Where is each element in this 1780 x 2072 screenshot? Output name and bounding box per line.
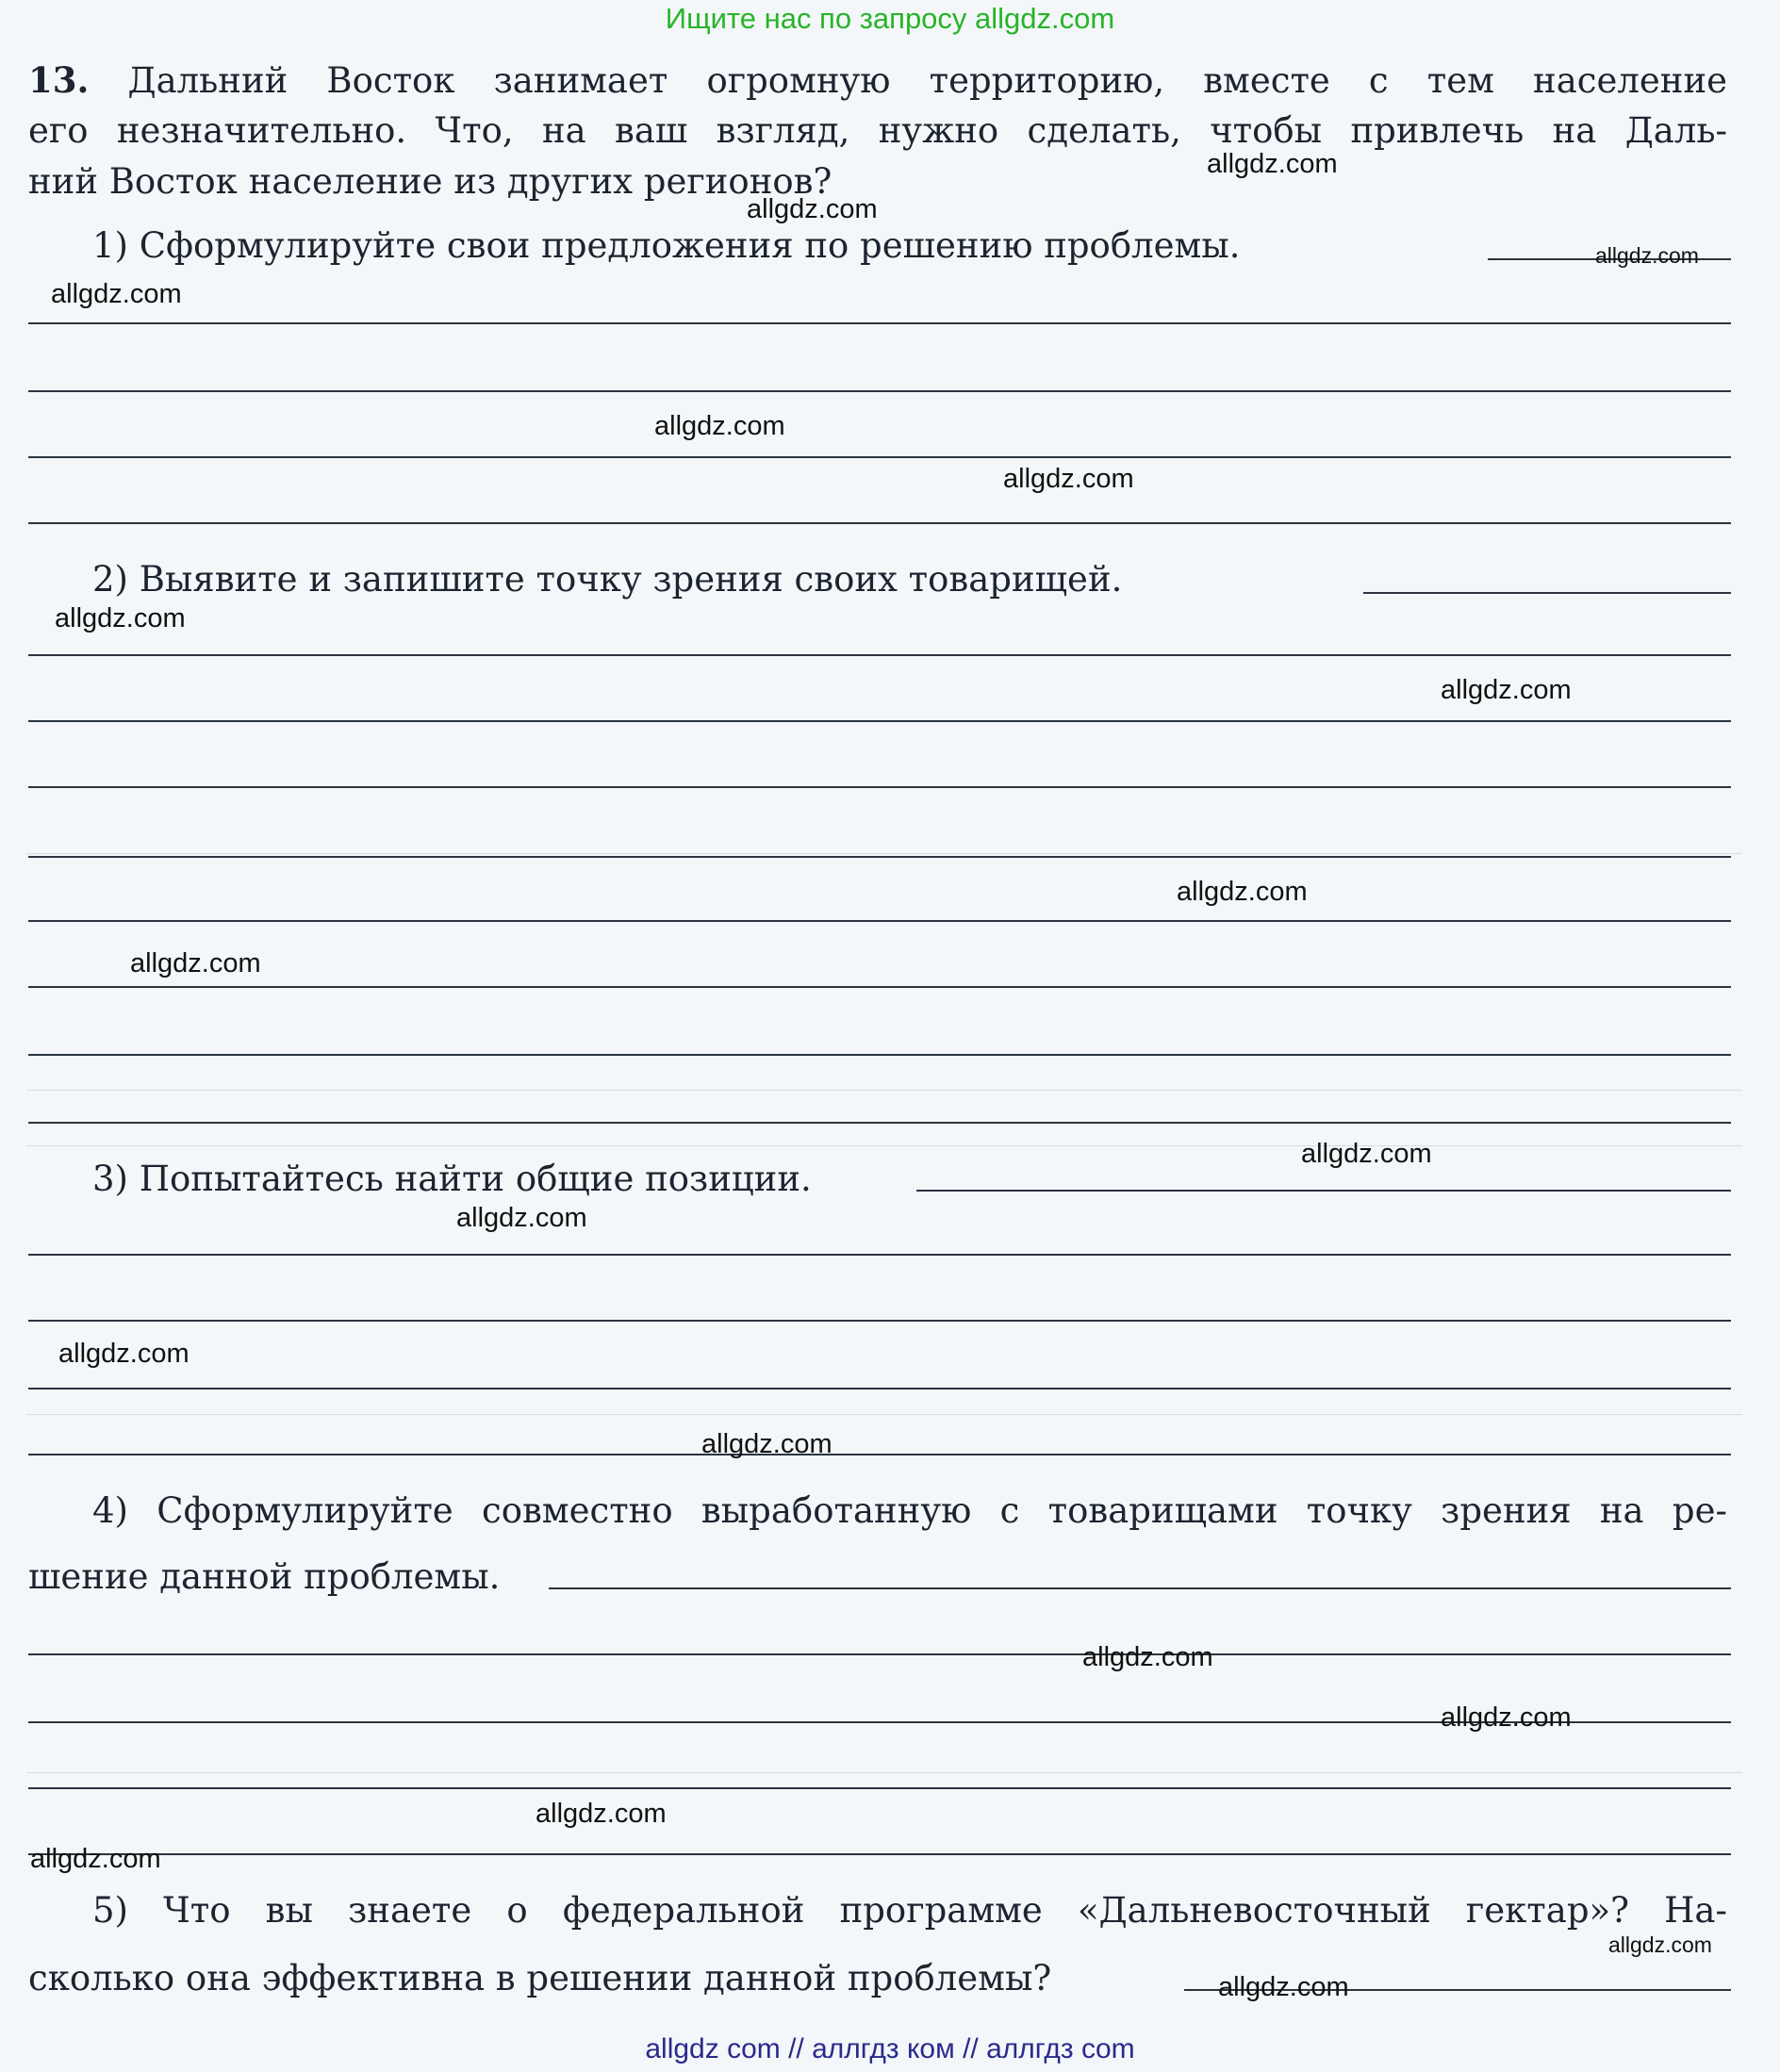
answer-line[interactable] — [28, 390, 1731, 392]
watermark: allgdz.com — [1441, 1702, 1572, 1733]
question-5-line-2: сколько она эффективна в решении данной проблемы? — [28, 1958, 1052, 1998]
task-intro-line-3: ний Восток население из других регионов? — [28, 161, 832, 202]
question-3: 3) Попытайтесь найти общие позиции. — [92, 1159, 812, 1199]
answer-line[interactable] — [28, 786, 1731, 788]
answer-line[interactable] — [549, 1587, 1731, 1589]
answer-line[interactable] — [28, 856, 1731, 858]
answer-line[interactable] — [28, 322, 1731, 324]
watermark: allgdz.com — [1207, 149, 1338, 179]
answer-line[interactable] — [916, 1190, 1731, 1192]
watermark: allgdz.com — [654, 411, 785, 441]
answer-line[interactable] — [28, 720, 1731, 722]
question-2: 2) Выявите и запишите точку зрения своих товарищей. — [92, 559, 1123, 600]
answer-line[interactable] — [28, 1320, 1731, 1322]
watermark: allgdz.com — [30, 1844, 161, 1874]
answer-line[interactable] — [28, 1787, 1731, 1789]
watermark: allgdz.com — [1082, 1642, 1213, 1672]
answer-line[interactable] — [28, 1653, 1731, 1655]
answer-line[interactable] — [28, 456, 1731, 458]
watermark: allgdz.com — [130, 948, 261, 978]
watermark: allgdz.com — [58, 1339, 190, 1369]
watermark: allgdz.com — [51, 279, 182, 309]
watermark: allgdz.com — [701, 1429, 832, 1459]
watermark: allgdz.com — [1218, 1972, 1349, 2002]
answer-line[interactable] — [28, 1388, 1731, 1390]
answer-line[interactable] — [28, 920, 1731, 922]
watermark: allgdz.com — [747, 194, 878, 224]
watermark: allgdz.com — [456, 1203, 587, 1233]
watermark: allgdz.com — [55, 603, 186, 633]
search-banner[interactable]: Ищите нас по запросу allgdz.com — [665, 2, 1115, 35]
task-intro-line-2: его незначительно. Что, на ваш взгляд, нужно сделать, чтобы привлечь на Даль- — [28, 110, 1727, 151]
watermark: allgdz.com — [1595, 243, 1699, 268]
answer-line[interactable] — [28, 654, 1731, 656]
answer-line[interactable] — [28, 1454, 1731, 1455]
task-intro-line-1: 13. Дальний Восток занимает огромную территорию, вместе с тем население — [28, 59, 1727, 101]
watermark: allgdz.com — [1177, 877, 1308, 907]
footer-links[interactable]: allgdz com // аллгдз ком // аллгдз com — [645, 2033, 1135, 2064]
question-4-line-1: 4) Сформулируйте совместно выработанную с товарищами точку зрения на ре- — [92, 1490, 1727, 1531]
answer-line[interactable] — [28, 986, 1731, 988]
answer-line[interactable] — [28, 1122, 1731, 1124]
question-5-line-1: 5) Что вы знаете о федеральной программе «Дальневосточный гектар»? На- — [92, 1890, 1727, 1931]
answer-line[interactable] — [1363, 592, 1731, 594]
question-1: 1) Сформулируйте свои предложения по решению проблемы. — [92, 225, 1241, 266]
watermark: allgdz.com — [1608, 1932, 1712, 1957]
watermark: allgdz.com — [1441, 675, 1572, 705]
answer-line[interactable] — [28, 1254, 1731, 1256]
watermark: allgdz.com — [1301, 1139, 1432, 1169]
task-number: 13. — [28, 59, 90, 101]
answer-line[interactable] — [28, 522, 1731, 524]
question-4-line-2: шение данной проблемы. — [28, 1556, 501, 1597]
answer-line[interactable] — [28, 1853, 1731, 1855]
watermark: allgdz.com — [536, 1799, 667, 1829]
answer-line[interactable] — [28, 1054, 1731, 1056]
watermark: allgdz.com — [1003, 464, 1134, 494]
